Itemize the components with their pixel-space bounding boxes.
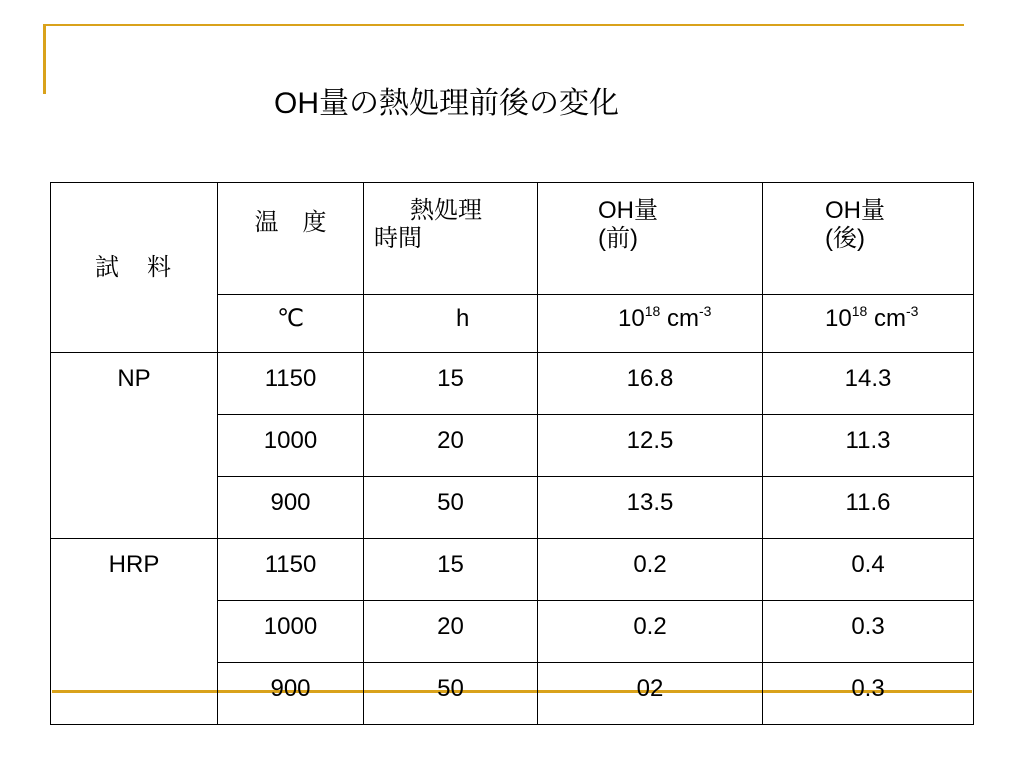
cell-oh-before: 02 xyxy=(538,663,763,725)
header-sample: 試 料 xyxy=(51,183,218,353)
cell-time: 50 xyxy=(364,477,538,539)
cell-oh-after: 0.4 xyxy=(763,539,974,601)
cell-oh-after: 0.3 xyxy=(763,663,974,725)
table-row xyxy=(51,353,974,415)
header-oh-after-line2: (後) xyxy=(825,225,865,252)
cell-temp: 1000 xyxy=(218,601,364,663)
cell-oh-before: 12.5 xyxy=(538,415,763,477)
cell-temp: 900 xyxy=(218,477,364,539)
unit-temperature: ℃ xyxy=(218,295,364,353)
cell-oh-after: 0.3 xyxy=(763,601,974,663)
unit-oh-before xyxy=(538,295,763,353)
unit-oh-before-exp: 18 xyxy=(644,303,661,319)
header-oh-before-line2: (前) xyxy=(598,225,638,252)
unit-oh-after xyxy=(763,295,974,353)
unit-oh-before-cm: cm xyxy=(660,305,699,332)
header-oh-after-line1: OH量 xyxy=(825,197,885,224)
cell-time: 20 xyxy=(364,601,538,663)
oh-heat-treatment-table xyxy=(50,182,974,725)
header-oh-after xyxy=(763,183,974,295)
cell-temp: 1150 xyxy=(218,539,364,601)
cell-oh-before: 0.2 xyxy=(538,539,763,601)
table-row xyxy=(51,539,974,601)
header-heat-treatment-time xyxy=(364,183,538,295)
cell-time: 15 xyxy=(364,353,538,415)
unit-time: h xyxy=(364,295,538,353)
header-heat-line1: 熱処理 xyxy=(410,197,482,224)
unit-oh-after-base: 10 xyxy=(825,305,852,332)
header-row xyxy=(51,183,974,295)
header-heat-line2: 時間 xyxy=(374,225,422,252)
cell-time: 15 xyxy=(364,539,538,601)
unit-oh-before-cm-exp: -3 xyxy=(698,303,712,319)
cell-oh-after: 14.3 xyxy=(763,353,974,415)
cell-oh-after: 11.3 xyxy=(763,415,974,477)
sample-hrp: HRP xyxy=(51,539,218,725)
cell-time: 20 xyxy=(364,415,538,477)
unit-oh-after-exp: 18 xyxy=(851,303,868,319)
unit-oh-after-cm-exp: -3 xyxy=(905,303,919,319)
cell-oh-before: 13.5 xyxy=(538,477,763,539)
header-oh-before xyxy=(538,183,763,295)
header-temperature: 温 度 xyxy=(218,183,364,295)
header-oh-before-line1: OH量 xyxy=(598,197,658,224)
slide-title: OH量の熱処理前後の変化 xyxy=(274,87,619,120)
top-accent-line xyxy=(44,24,964,26)
cell-temp: 900 xyxy=(218,663,364,725)
cell-temp: 1150 xyxy=(218,353,364,415)
cell-temp: 1000 xyxy=(218,415,364,477)
sample-np: NP xyxy=(51,353,218,539)
unit-oh-before-base: 10 xyxy=(618,305,645,332)
cell-oh-before: 16.8 xyxy=(538,353,763,415)
unit-oh-after-cm: cm xyxy=(867,305,906,332)
left-accent-line xyxy=(43,24,46,94)
cell-time: 50 xyxy=(364,663,538,725)
cell-oh-after: 11.6 xyxy=(763,477,974,539)
cell-oh-before: 0.2 xyxy=(538,601,763,663)
